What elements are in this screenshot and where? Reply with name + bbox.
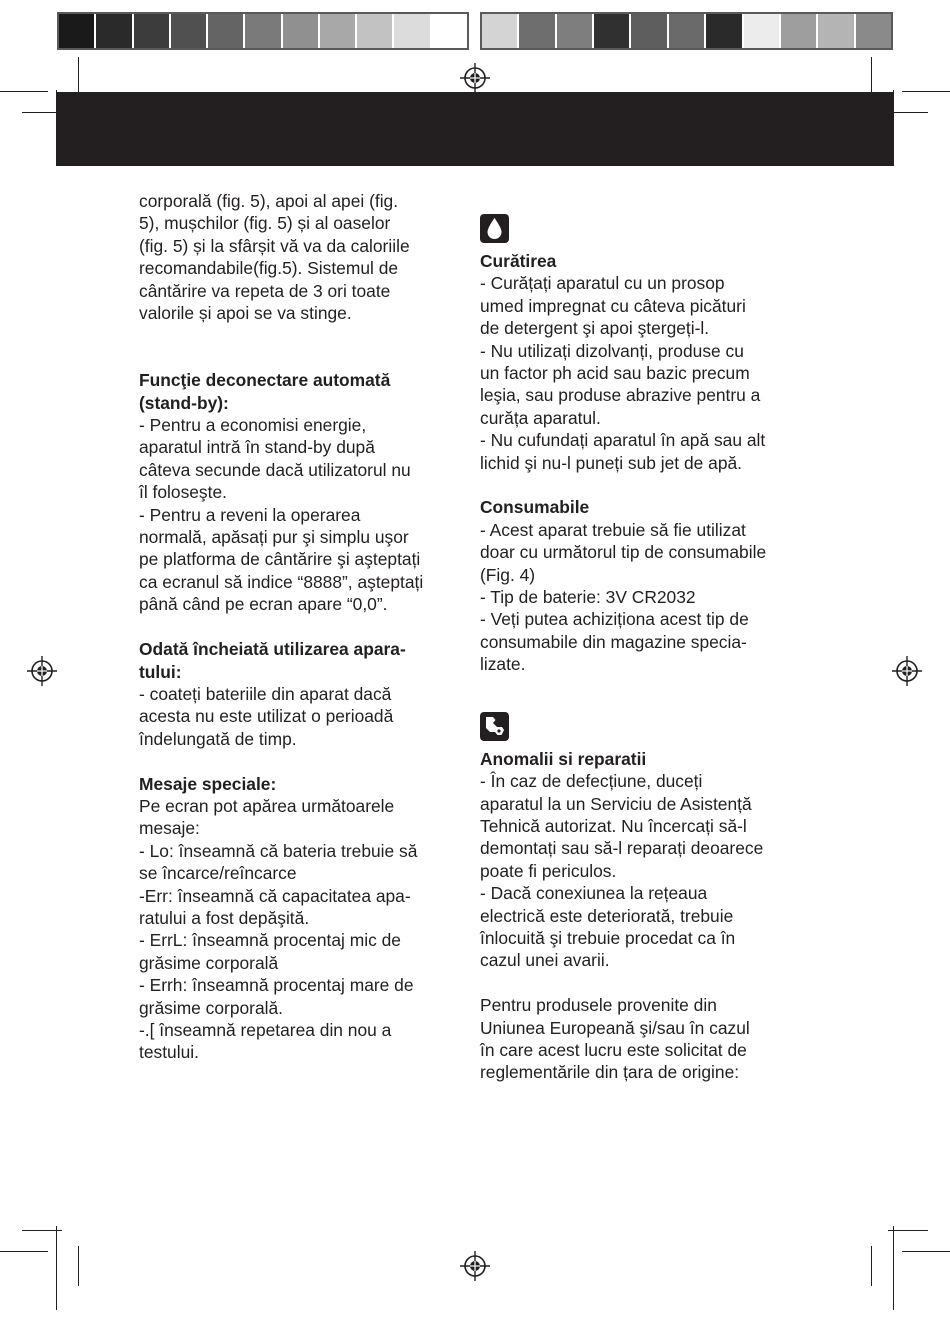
text-line: Pentru produsele provenite din — [480, 995, 717, 1016]
crop-mark — [78, 1246, 79, 1286]
text-line: - coateți bateriile din aparat dacă — [139, 683, 392, 704]
text-line: testului. — [139, 1042, 199, 1063]
text-line: - Curățați aparatul cu un prosop — [480, 273, 725, 294]
text-line: Odată încheiată utilizarea apara- — [139, 639, 406, 660]
text-line: Curătirea — [480, 251, 557, 271]
text-line: cazul unei avarii. — [480, 950, 610, 971]
text-line: ratului a fost depăşită. — [139, 907, 310, 928]
color-swatch — [818, 14, 855, 48]
text-line: curăța aparatul. — [480, 407, 601, 428]
text-line: îndelungată de timp. — [139, 728, 297, 749]
cleaning-heading — [480, 250, 800, 272]
text-line: recomandabile(fig.5). Sistemul de — [139, 258, 399, 279]
color-swatch — [320, 14, 357, 48]
text-line: grăsime corporală. — [139, 997, 284, 1018]
text-line: 5), mușchilor (fig. 5) și al oaselor — [139, 213, 391, 234]
text-line: - În caz de defecțiune, duceți — [480, 771, 703, 792]
text-line: (Fig. 4) — [480, 564, 536, 585]
color-swatch — [594, 14, 631, 48]
color-swatch — [706, 14, 743, 48]
text-line: doar cu următorul tip de consumabile — [480, 542, 767, 563]
finish-paragraph — [139, 683, 459, 750]
color-swatch — [482, 14, 519, 48]
text-line: leşia, sau produse abrazive pentru a — [480, 385, 761, 406]
text-line: normală, apăsați pur şi simplu uşor — [139, 527, 409, 548]
text-line: corporală (fig. 5), apoi al apei (fig. — [139, 191, 399, 211]
crop-mark — [871, 57, 872, 97]
messages-paragraph — [139, 795, 459, 1064]
color-swatch — [631, 14, 668, 48]
repair-heading — [480, 748, 800, 770]
color-swatch — [394, 14, 431, 48]
text-line: - Veți putea achiziționa acest tip de — [480, 609, 749, 630]
text-line: îl foloseşte. — [139, 482, 227, 503]
right-column — [480, 212, 800, 1084]
crop-mark — [902, 91, 950, 92]
crop-mark — [893, 1226, 894, 1310]
color-swatch — [557, 14, 594, 48]
text-line: - ErrL: înseamnă procentaj mic de — [139, 930, 401, 951]
eu-paragraph — [480, 994, 800, 1084]
text-line: electrică este deteriorată, trebuie — [480, 905, 734, 926]
text-line: aparatul intră în stand-by după — [139, 437, 375, 458]
text-line: aparatul la un Serviciu de Asistență — [480, 793, 752, 814]
text-line: -Err: înseamnă că capacitatea apa- — [139, 885, 411, 906]
text-line: consumabile din magazine specia- — [480, 631, 747, 652]
crop-mark — [0, 1251, 48, 1252]
color-swatch — [856, 14, 891, 48]
text-line: un factor ph acid sau bazic precum — [480, 363, 750, 384]
text-line: - Dacă conexiunea la rețeaua — [480, 883, 708, 904]
standby-heading — [139, 369, 459, 414]
text-line: Pe ecran pot apărea următoarele — [139, 795, 395, 816]
text-line: Mesaje speciale: — [139, 773, 277, 794]
left-column — [139, 190, 459, 1064]
registration-mark-icon — [460, 1251, 490, 1281]
text-line: acesta nu este utilizat o perioadă — [139, 706, 394, 727]
intro-paragraph — [139, 190, 459, 324]
color-swatch — [357, 14, 394, 48]
text-line: - Nu cufundați aparatul în apă sau alt — [480, 430, 766, 451]
cleaning-paragraph — [480, 272, 800, 474]
text-line: poate fi periculos. — [480, 860, 617, 881]
text-line: (stand-by): — [139, 392, 229, 413]
registration-mark-icon — [892, 656, 922, 686]
text-line: lizate. — [480, 654, 526, 675]
color-swatch — [519, 14, 556, 48]
text-line: - Errh: înseamnă procentaj mare de — [139, 975, 414, 996]
crop-mark — [78, 57, 79, 97]
text-line: Consumabile — [480, 497, 590, 518]
text-line: (fig. 5) și la sfârșit vă va da caloriile — [139, 235, 410, 256]
finish-heading — [139, 638, 459, 683]
text-line: -.[ înseamnă repetarea din nou a — [139, 1019, 392, 1040]
crop-mark — [871, 1246, 872, 1286]
repair-paragraph — [480, 770, 800, 972]
text-line: - Pentru a reveni la operarea — [139, 504, 361, 525]
crop-mark — [888, 112, 928, 113]
color-swatch — [744, 14, 781, 48]
color-swatch — [245, 14, 282, 48]
text-line: Tehnică autorizat. Nu încercați să-l — [480, 815, 747, 836]
text-line: înlocuită şi trebuie procedat ca în — [480, 927, 736, 948]
text-line: Uniunea Europeană şi/sau în cazul — [480, 1017, 750, 1038]
color-swatch — [134, 14, 171, 48]
text-line: până când pe ecran apare “0,0”. — [139, 594, 388, 615]
crop-mark — [902, 1251, 950, 1252]
text-line: umed impregnat cu câteva picături — [480, 295, 746, 316]
registration-mark-icon — [27, 656, 57, 686]
text-line: cântărire va repeta de 3 ori toate — [139, 280, 391, 301]
crop-mark — [56, 1226, 57, 1310]
text-line: ca ecranul să indice “8888”, aşteptați — [139, 571, 424, 592]
color-calibration-bar-left — [57, 12, 469, 50]
text-line: Funcţie deconectare automată — [139, 370, 391, 391]
text-line: demontați sau să-l reparați deoarece — [480, 838, 764, 859]
consumables-heading — [480, 496, 800, 518]
text-line: - Pentru a economisi energie, — [139, 415, 367, 436]
text-line: în care acest lucru este solicitat de — [480, 1039, 747, 1060]
text-line: - Tip de baterie: 3V CR2032 — [480, 587, 696, 608]
text-line: se încarce/reîncarce — [139, 863, 297, 884]
color-swatch — [283, 14, 320, 48]
messages-heading — [139, 773, 459, 795]
water-drop-icon — [480, 214, 509, 243]
text-line: tului: — [139, 661, 182, 682]
text-line: de detergent şi apoi ştergeți-l. — [480, 318, 710, 339]
text-line: valorile și apoi se va stinge. — [139, 303, 352, 324]
color-swatch — [171, 14, 208, 48]
text-line: - Acest aparat trebuie să fie utilizat — [480, 519, 746, 540]
text-line: grăsime corporală — [139, 952, 279, 973]
color-swatch — [96, 14, 133, 48]
color-swatch — [59, 14, 96, 48]
text-line: reglementările din țara de origine: — [480, 1062, 740, 1083]
header-bar — [56, 92, 894, 166]
color-swatch — [432, 14, 467, 48]
registration-mark-icon — [460, 63, 490, 93]
consumables-paragraph — [480, 519, 800, 676]
text-line: lichid şi nu-l puneți sub jet de apă. — [480, 452, 742, 473]
color-swatch — [208, 14, 245, 48]
text-line: pe platforma de cântărire şi aşteptați — [139, 549, 421, 570]
text-line: mesaje: — [139, 818, 200, 839]
color-swatch — [669, 14, 706, 48]
standby-paragraph — [139, 414, 459, 616]
crop-mark — [0, 91, 48, 92]
text-line: Anomalii si reparatii — [480, 748, 647, 769]
color-calibration-bar-right — [480, 12, 893, 50]
wrench-icon — [480, 712, 509, 741]
color-swatch — [781, 14, 818, 48]
crop-mark — [888, 1230, 928, 1231]
text-line: - Nu utilizați dizolvanți, produse cu — [480, 340, 744, 361]
text-line: câteva secunde dacă utilizatorul nu — [139, 459, 411, 480]
text-line: - Lo: înseamnă că bateria trebuie să — [139, 840, 418, 861]
